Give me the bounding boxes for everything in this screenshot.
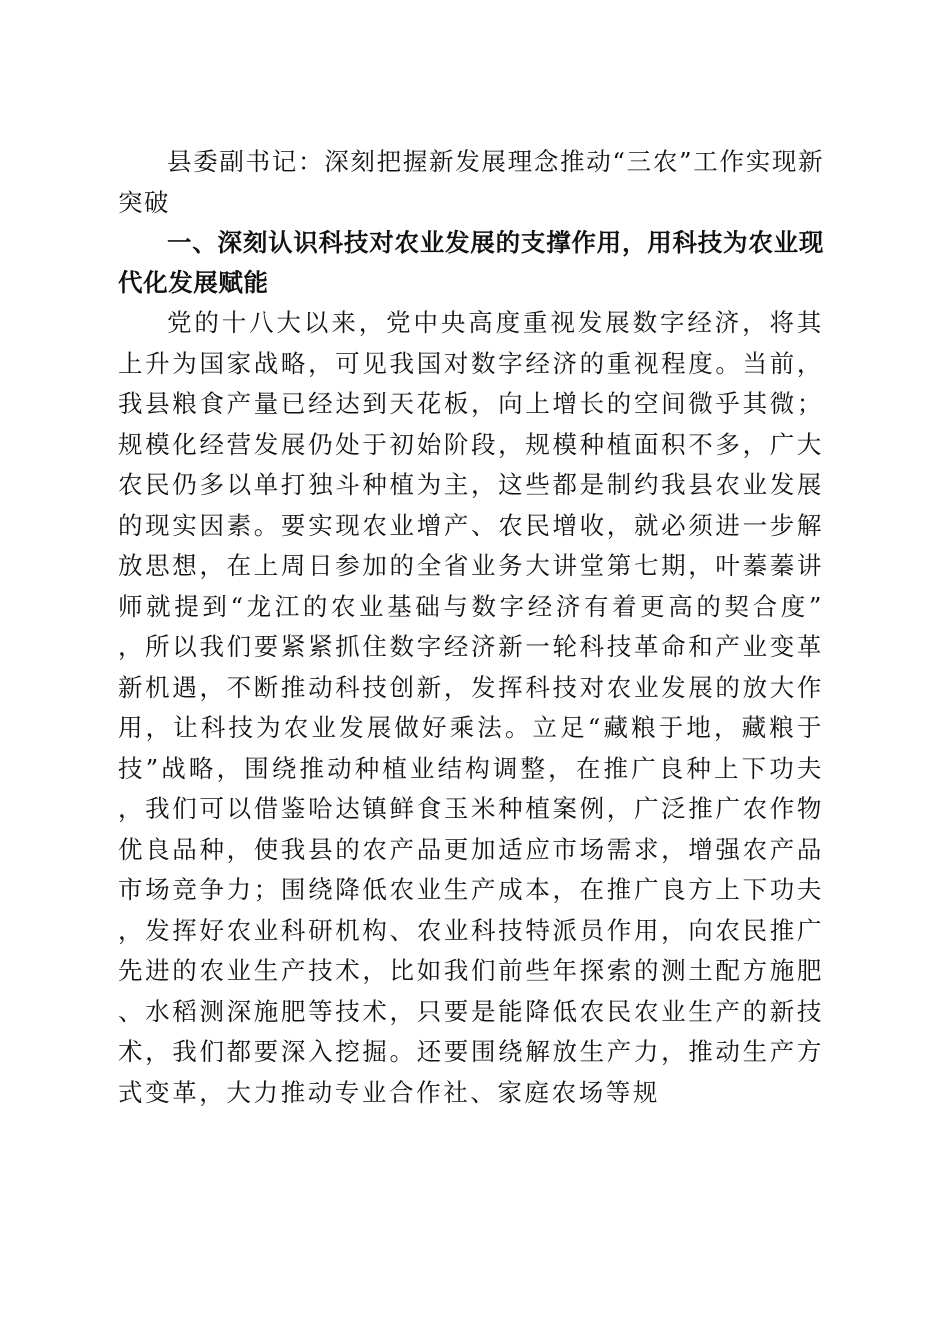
document-title: 县委副书记：深刻把握新发展理念推动“三农”工作实现新突破 — [118, 147, 824, 217]
section-heading: 一、深刻认识科技对农业发展的支撑作用，用科技为农业现代化发展赋能 — [118, 228, 824, 297]
body-paragraph: 党的十八大以来，党中央高度重视发展数字经济，将其上升为国家战略，可见我国对数字经济的重视程度。当前，我县粮食产量已经达到天花板，向上增长的空间微乎其微；规模化经营发展仍处于初始阶段，规模种植面积不多，广大农民仍多以单打独斗种植为主，这些都是制约我县农业发展的现实因素。要实现农业增产、农民增收，就必须进一步解放思想，在上周日参加的全省业务大讲堂第七期，叶蓁蓁讲师就提到“龙江的农业基础与数字经济有着更高的契合度”，所以我们要紧紧抓住数字经济新一轮科技革命和产业变革新机遇，不断推动科技创新，发挥科技对农业发展的放大作用，让科技为农业发展做好乘法。立足“藏粮于地，藏粮于技”战略，围绕推动种植业结构调整，在推广良种上下功夫，我们可以借鉴哈达镇鲜食玉米种植案例，广泛推广农作物优良品种，使我县的农产品更加适应市场需求，增强农产品市场竞争力；围绕降低农业生产成本，在推广良方上下功夫，发挥好农业科研机构、农业科技特派员作用，向农民推广先进的农业生产技术，比如我们前些年探索的测土配方施肥、水稻测深施肥等技术，只要是能降低农民农业生产的新技术，我们都要深入挖掘。还要围绕解放生产力，推动生产方式变革，大力推动专业合作社、家庭农场等规 — [118, 308, 824, 1107]
document-body — [118, 142, 824, 1113]
